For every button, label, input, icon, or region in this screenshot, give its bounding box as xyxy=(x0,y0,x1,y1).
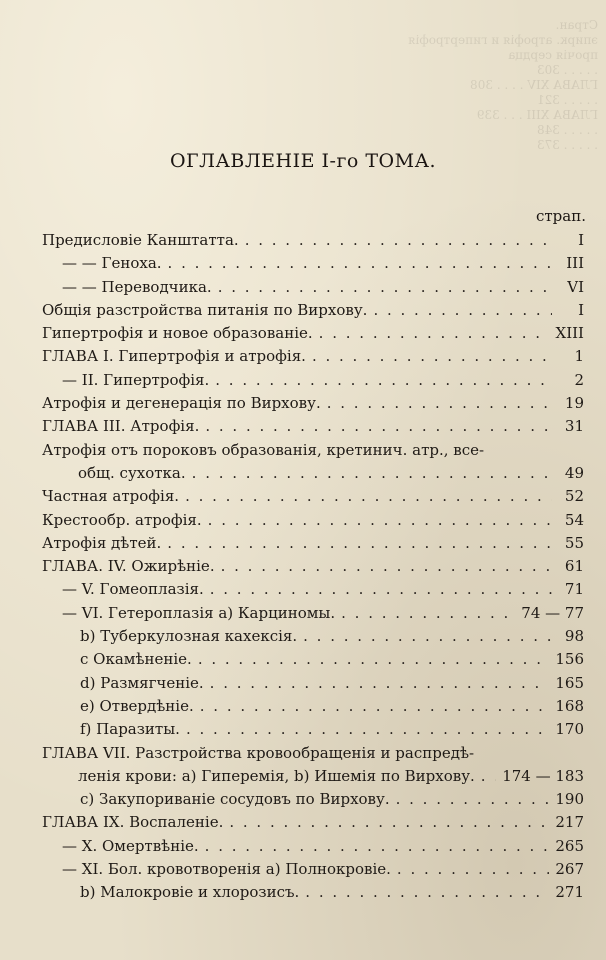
dot-leader xyxy=(168,252,552,275)
toc-entry xyxy=(0,276,606,299)
toc-entry-page: 168 xyxy=(555,696,584,715)
toc-entry xyxy=(0,439,606,462)
toc-entry-title: b) Туберкулозная кахексія. xyxy=(80,627,298,646)
toc-entry-page: VI xyxy=(567,277,584,296)
toc-entry xyxy=(0,765,606,788)
toc-entry-title: с Окамѣненіе. xyxy=(80,650,192,669)
dot-leader xyxy=(215,369,552,392)
toc-entry-title: ГЛАВА IX. Воспаленіе. xyxy=(42,813,224,832)
dot-leader xyxy=(186,718,549,741)
toc-entry-title: — V. Гомеоплазія. xyxy=(62,580,204,599)
toc-entry-page: 170 xyxy=(555,720,584,739)
toc-entry xyxy=(0,858,606,881)
toc-entry-page: 190 xyxy=(555,790,584,809)
toc-entry-page: 156 xyxy=(555,650,584,669)
toc-entry-title: ГЛАВА III. Атрофія. xyxy=(42,417,200,436)
toc-entry-title: Атрофія и дегенерація по Вирхову. xyxy=(42,394,321,413)
toc-entry-title: b) Малокровіе и хлорозисъ. xyxy=(80,883,300,902)
toc-entry-page: 165 xyxy=(555,673,584,692)
toc-entry-title: Гипертрофія и новое образованіе. xyxy=(42,324,313,343)
table-of-contents xyxy=(0,229,606,905)
page-title: ОГЛАВЛЕНІЕ І-го ТОМА. xyxy=(169,150,437,172)
dot-leader xyxy=(481,765,496,788)
toc-entry xyxy=(0,509,606,532)
dot-leader xyxy=(198,648,550,671)
toc-entry-title: — — Геноха. xyxy=(62,254,162,273)
toc-entry-page: 1 xyxy=(574,347,584,366)
dot-leader xyxy=(208,509,552,532)
toc-entry xyxy=(0,485,606,508)
toc-entry-page: 265 xyxy=(555,836,584,855)
dot-leader xyxy=(210,578,552,601)
toc-entry xyxy=(0,718,606,741)
toc-entry-page: 71 xyxy=(564,580,584,599)
dot-leader xyxy=(245,229,552,252)
toc-entry-title: — — Переводчика. xyxy=(62,277,212,296)
toc-entry xyxy=(0,602,606,625)
page-column-header: страп. xyxy=(535,207,586,225)
dot-leader xyxy=(319,322,550,345)
toc-entry xyxy=(0,369,606,392)
toc-entry xyxy=(0,322,606,345)
toc-entry xyxy=(0,695,606,718)
toc-entry-title: ГЛАВА VII. Разстройства кровообращенія и распредѣ- xyxy=(42,743,475,762)
toc-entry-page: 267 xyxy=(555,860,584,879)
toc-entry-page: I xyxy=(578,231,584,249)
toc-entry-title: е) Отвердѣніе. xyxy=(80,696,194,715)
toc-entry-page: 2 xyxy=(574,370,584,389)
dot-leader xyxy=(303,625,552,648)
toc-entry-page: 19 xyxy=(564,394,584,413)
toc-entry-title: — XI. Бол. кровотворенія а) Полнокровіе. xyxy=(62,860,391,879)
toc-entry xyxy=(0,392,606,415)
dot-leader xyxy=(205,415,552,438)
dot-leader xyxy=(229,811,549,834)
dot-leader xyxy=(305,881,549,904)
toc-entry xyxy=(0,229,606,252)
toc-entry-page: 174 — 183 xyxy=(502,766,584,785)
toc-entry-title: Предисловіе Канштатта. xyxy=(42,231,239,249)
toc-entry xyxy=(0,742,606,765)
toc-entry xyxy=(0,625,606,648)
toc-entry-title: Крестообр. атрофія. xyxy=(42,510,202,529)
toc-entry-title: Общія разстройства питанія по Вирхову. xyxy=(42,300,368,319)
toc-entry-title: Атрофія отъ пороковъ образованія, кретинич. атр., все- xyxy=(42,440,485,459)
dot-leader xyxy=(327,392,552,415)
dot-leader xyxy=(397,858,549,881)
toc-entry-page: 61 xyxy=(564,557,584,576)
toc-entry-page: I xyxy=(578,300,584,319)
toc-entry xyxy=(0,672,606,695)
toc-entry-title: — II. Гипертрофія. xyxy=(62,370,210,389)
dot-leader xyxy=(200,695,550,718)
toc-entry-page: 98 xyxy=(564,627,584,646)
toc-entry-title: Частная атрофія. xyxy=(42,487,180,506)
toc-entry xyxy=(0,415,606,438)
toc-entry-page: 55 xyxy=(564,533,584,552)
toc-entry-title: ГЛАВА. IV. Ожирѣніе. xyxy=(42,557,215,576)
dot-leader xyxy=(218,276,552,299)
dot-leader xyxy=(221,555,552,578)
toc-entry xyxy=(0,532,606,555)
toc-entry-page: 52 xyxy=(564,487,584,506)
toc-entry-page: 271 xyxy=(555,883,584,902)
dot-leader xyxy=(192,462,552,485)
toc-entry xyxy=(0,462,606,485)
toc-entry xyxy=(0,835,606,858)
toc-entry-title: ГЛАВА I. Гипертрофія и атрофія. xyxy=(42,347,306,366)
toc-entry-page: III xyxy=(566,254,584,273)
toc-entry-page: XIII xyxy=(555,324,584,343)
toc-entry-title: общ. сухотка. xyxy=(78,463,186,482)
toc-entry xyxy=(0,648,606,671)
toc-entry-title: f) Паразиты. xyxy=(80,720,180,739)
dot-leader xyxy=(396,788,550,811)
toc-entry xyxy=(0,252,606,275)
toc-entry-page: 31 xyxy=(564,417,584,436)
toc-entry-title: d) Размягченіе. xyxy=(80,673,204,692)
bleed-through-text: Стран. эпирк. атрофія и гипертрофія прочія сердца . . . . . 303 ГЛАВА XIV . . . . 308 . . . . . 321 ГЛАВА XIII . . . 339 . . . . . 348 . . . . . 373 xyxy=(407,18,598,152)
toc-entry-title: с) Закупориваніе сосудовъ по Вирхову. xyxy=(80,790,390,809)
dot-leader xyxy=(205,835,550,858)
toc-entry xyxy=(0,555,606,578)
toc-entry-title: — VI. Гетероплазія а) Карциномы. xyxy=(62,603,336,622)
dot-leader xyxy=(210,672,550,695)
toc-entry-page: 49 xyxy=(564,463,584,482)
toc-entry xyxy=(0,881,606,904)
toc-entry-title: Атрофія дѣтей. xyxy=(42,533,162,552)
toc-entry xyxy=(0,578,606,601)
dot-leader xyxy=(312,345,552,368)
dot-leader xyxy=(373,299,552,322)
toc-entry-title: ленія крови: а) Гиперемія, b) Ишемія по Вирхову. xyxy=(78,766,475,785)
toc-entry-page: 74 — 77 xyxy=(521,603,584,622)
dot-leader xyxy=(167,532,552,555)
toc-entry xyxy=(0,811,606,834)
toc-entry-page: 54 xyxy=(564,510,584,529)
toc-entry-page: 217 xyxy=(555,813,584,832)
toc-entry-title: — X. Омертвѣніе. xyxy=(62,836,199,855)
dot-leader xyxy=(341,602,515,625)
toc-entry xyxy=(0,788,606,811)
toc-entry xyxy=(0,345,606,368)
dot-leader xyxy=(185,485,552,508)
toc-entry xyxy=(0,299,606,322)
